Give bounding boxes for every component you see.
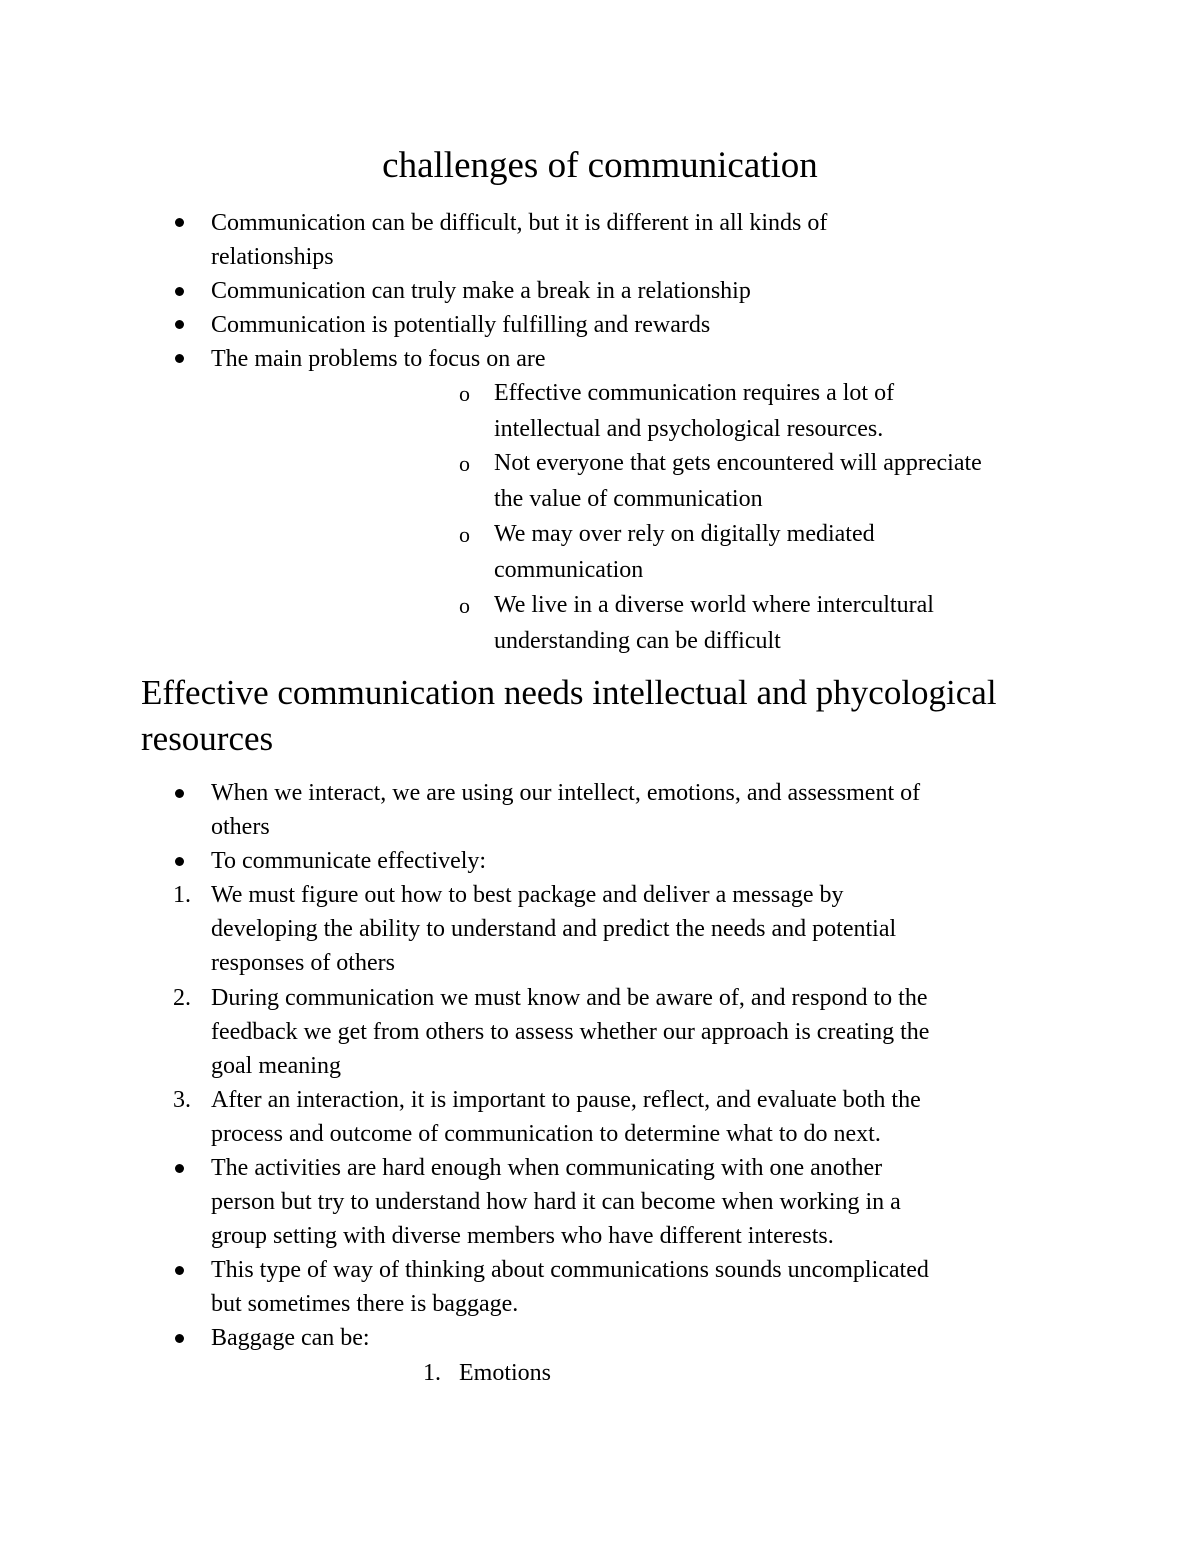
list-number: 3. <box>173 1087 191 1113</box>
circle-bullet-icon: o <box>459 522 470 547</box>
list-item-line: After an interaction, it is important to pause, reflect, and evaluate both the <box>211 1087 921 1113</box>
list-item-line: relationships <box>211 244 334 270</box>
list-item-line: Communication can be difficult, but it is different in all kinds of <box>211 210 828 236</box>
sublist-item-line: the value of communication <box>494 486 763 512</box>
list-item-line: developing the ability to understand and predict the needs and potential <box>211 916 897 942</box>
list-item-line: responses of others <box>211 950 395 976</box>
list-item-line: feedback we get from others to assess whether our approach is creating the <box>211 1019 930 1045</box>
list-item-line: but sometimes there is baggage. <box>211 1291 519 1317</box>
section2-heading-line: Effective communication needs intellectual and phycological <box>141 673 997 712</box>
list-item-line: During communication we must know and be aware of, and respond to the <box>211 985 928 1011</box>
bullet-icon <box>175 287 184 296</box>
sublist-item-line: Effective communication requires a lot of <box>494 380 895 406</box>
bullet-icon <box>175 857 184 866</box>
list-item-line: goal meaning <box>211 1053 341 1079</box>
list-item-line: When we interact, we are using our intellect, emotions, and assessment of <box>211 780 921 806</box>
sublist-item-line: understanding can be difficult <box>494 628 781 654</box>
list-item-line: The main problems to focus on are <box>211 346 546 372</box>
bullet-icon <box>175 320 184 329</box>
page-title: challenges of communication <box>382 145 818 186</box>
bullet-icon <box>175 789 184 798</box>
bullet-icon <box>175 354 184 363</box>
sublist-item-line: communication <box>494 557 644 583</box>
circle-bullet-icon: o <box>459 593 470 618</box>
list-item-line: Communication is potentially fulfilling and rewards <box>211 312 711 338</box>
sublist-item-line: We live in a diverse world where intercultural <box>494 592 934 618</box>
list-item-line: Baggage can be: <box>211 1325 370 1351</box>
list-item-line: person but try to understand how hard it can become when working in a <box>211 1189 901 1215</box>
bullet-icon <box>175 1334 184 1343</box>
section2-heading-line: resources <box>141 719 274 758</box>
list-item-line: To communicate effectively: <box>211 848 487 874</box>
list-number: 2. <box>173 985 191 1011</box>
list-item-line: group setting with diverse members who have different interests. <box>211 1223 834 1249</box>
section2-heading <box>141 670 1041 762</box>
list-item-line: The activities are hard enough when communicating with one another <box>211 1155 883 1181</box>
sublist-item-line: intellectual and psychological resources. <box>494 416 884 442</box>
list-item-line: We must figure out how to best package and deliver a message by <box>211 882 844 908</box>
list-number: 1. <box>173 882 191 908</box>
list-item-line: process and outcome of communication to determine what to do next. <box>211 1121 881 1147</box>
circle-bullet-icon: o <box>459 451 470 476</box>
circle-bullet-icon: o <box>459 381 470 406</box>
bullet-icon <box>175 218 184 227</box>
list-item-line: Communication can truly make a break in a relationship <box>211 278 751 304</box>
list-item-line: This type of way of thinking about communications sounds uncomplicated <box>211 1257 929 1283</box>
bullet-icon <box>175 1266 184 1275</box>
list-number: 1. <box>423 1360 441 1386</box>
list-item-line: others <box>211 814 270 840</box>
sublist-item-line: Not everyone that gets encountered will appreciate <box>494 450 982 476</box>
bullet-icon <box>175 1164 184 1173</box>
sublist-item-line: We may over rely on digitally mediated <box>494 521 875 547</box>
list-item-line: Emotions <box>459 1360 552 1386</box>
